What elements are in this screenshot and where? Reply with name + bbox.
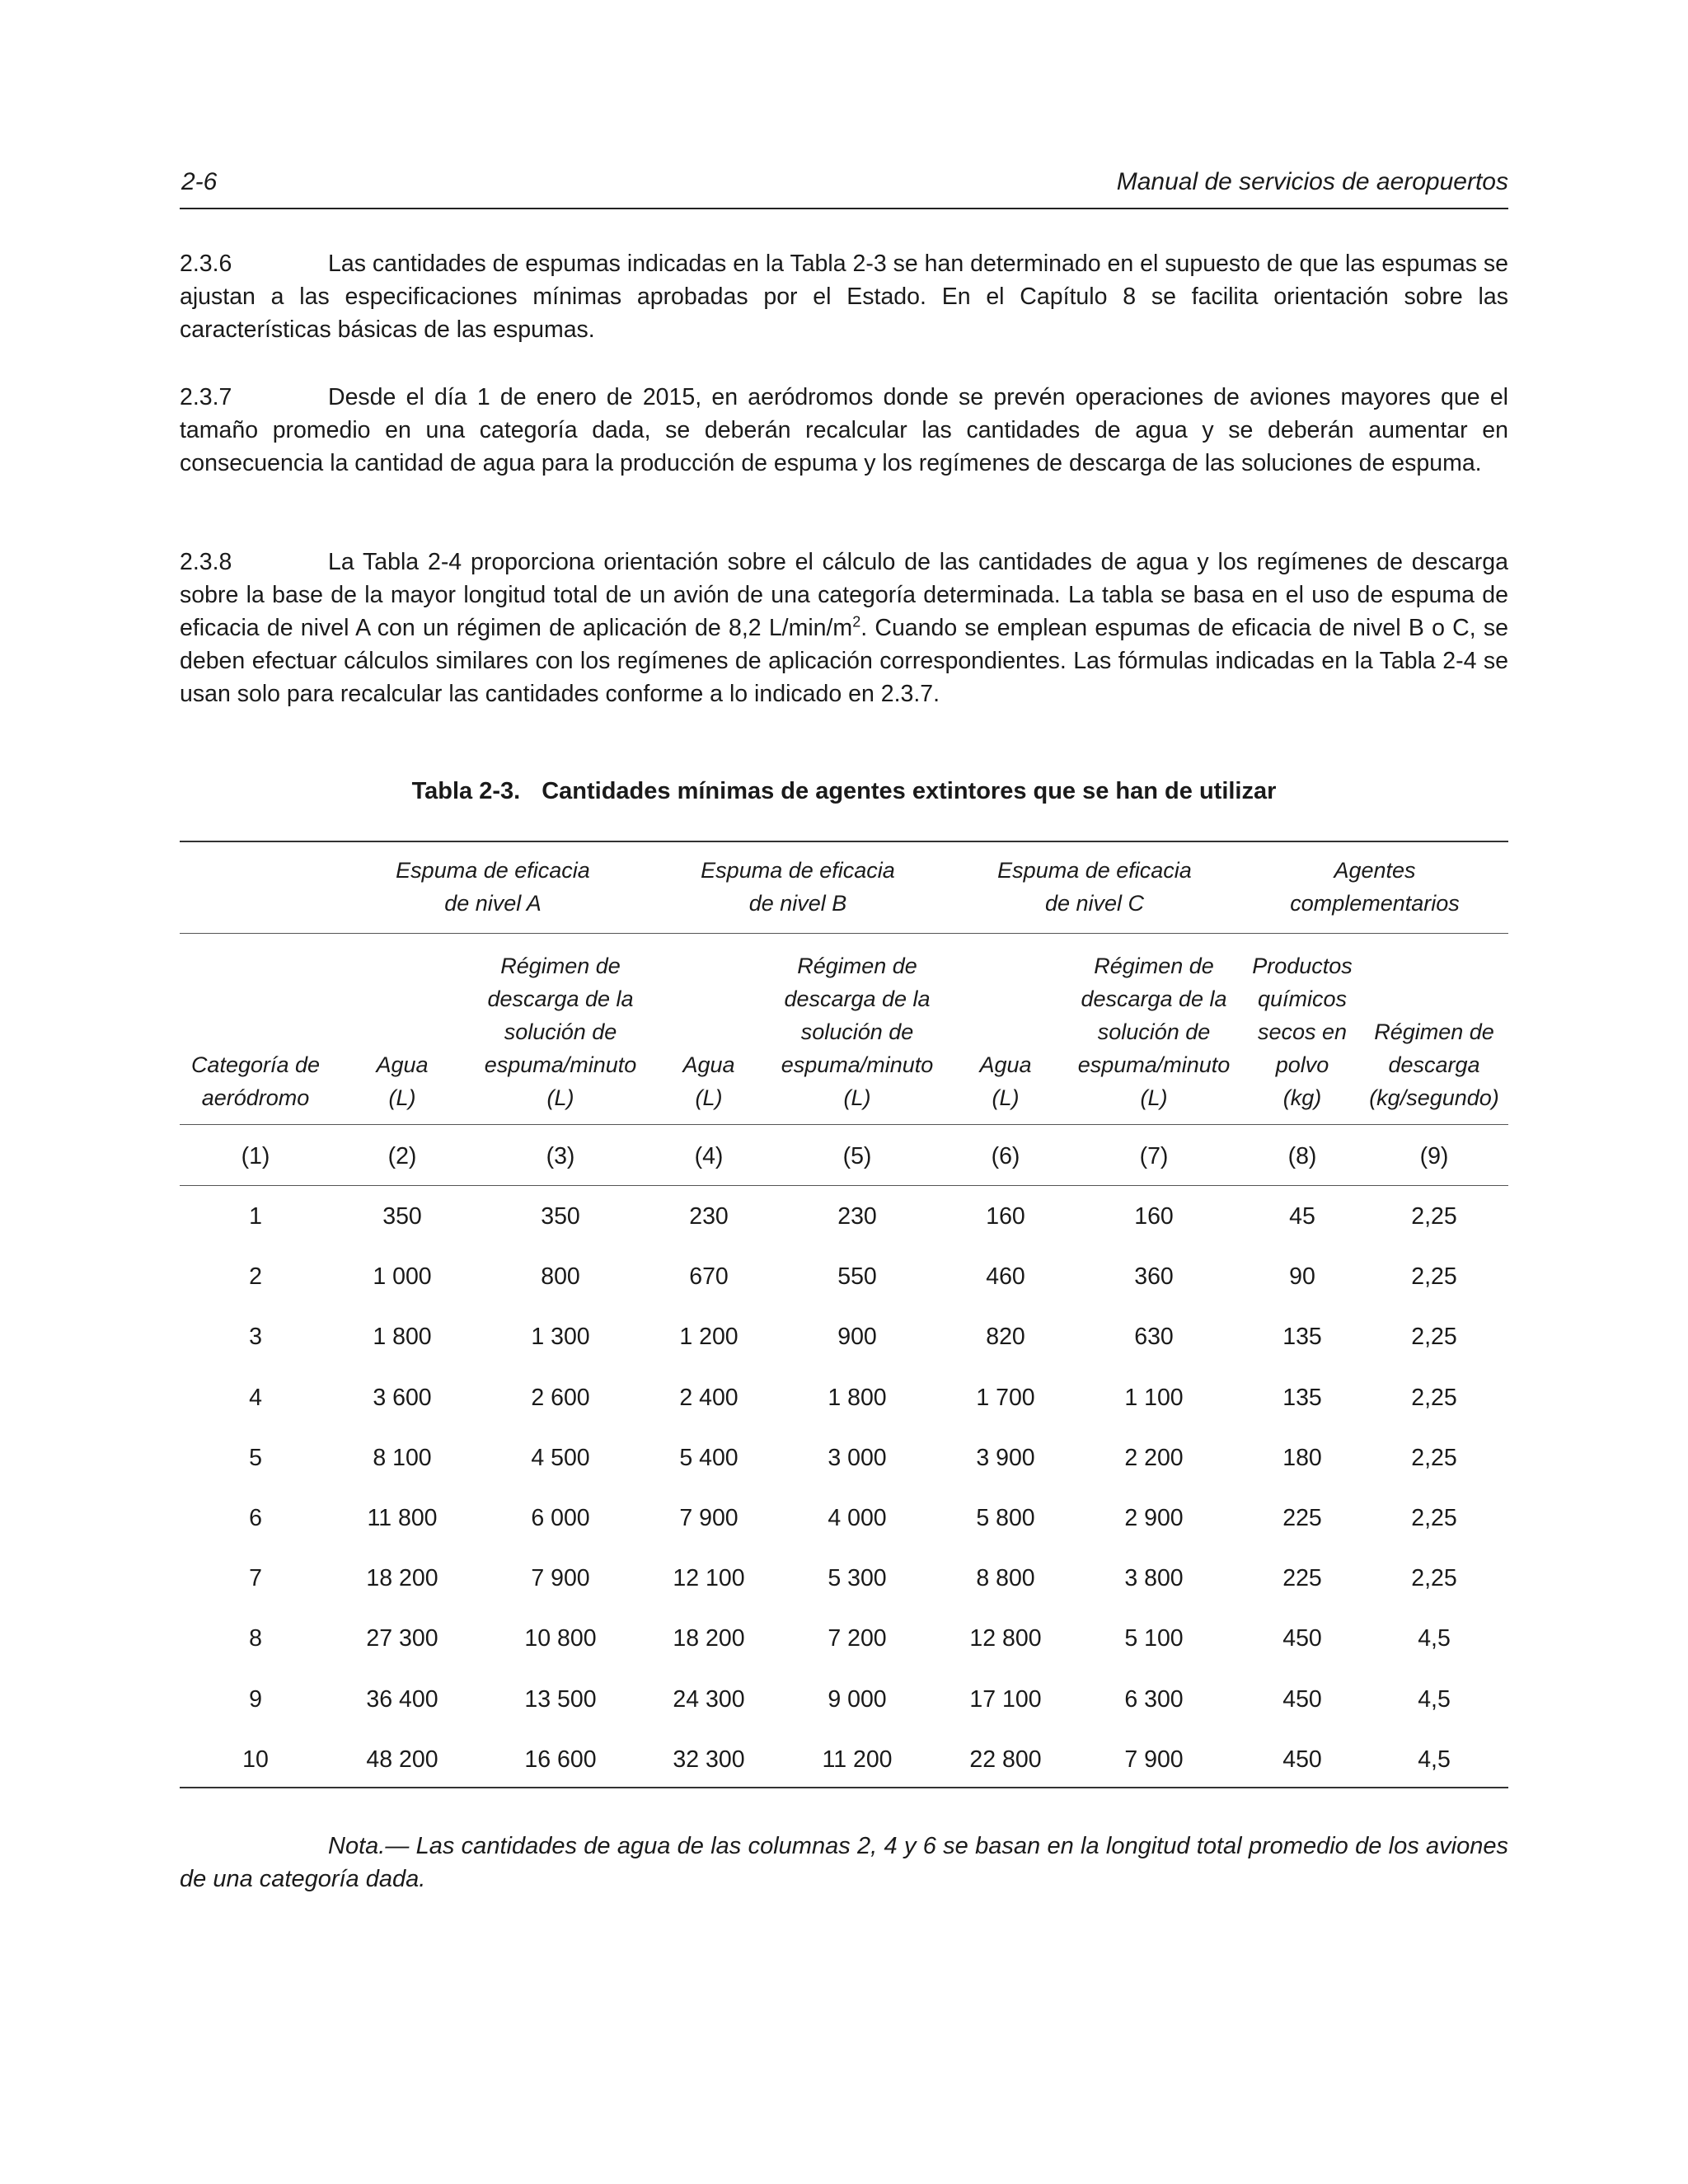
table-cell: 1 700 <box>976 1384 1035 1411</box>
table-cell: 12 800 <box>969 1625 1042 1652</box>
table-cell: 12 100 <box>673 1565 745 1592</box>
table-cell: 32 300 <box>673 1746 745 1773</box>
table-caption <box>180 778 1508 805</box>
paragraph-2-3-6 <box>180 247 1508 346</box>
table-cell: 360 <box>1134 1263 1174 1291</box>
table-cell: 6 300 <box>1124 1685 1184 1713</box>
table-cell: 4 500 <box>531 1444 590 1471</box>
column-header-line: (L) <box>388 1085 416 1110</box>
table-cell: 1 200 <box>679 1324 738 1351</box>
category-cell: 8 <box>249 1625 262 1652</box>
paragraph-text-continued: . Cuando se emplean espumas de eficacia de nivel B o C, se deben efectuar cálculos similares con los regímenes de aplicación correspondientes. Las fórmulas indicadas en la Tabla 2-4 se usan solo para recalcular las cantidades conforme a lo indicado en 2.3.7. <box>180 615 1508 707</box>
page-header <box>180 165 1508 209</box>
group-header-line: Espuma de eficacia <box>701 858 895 883</box>
table-cell: 1 800 <box>373 1324 432 1351</box>
table-cell: 2,25 <box>1411 1565 1457 1592</box>
table-cell: 550 <box>837 1263 877 1291</box>
table-cell: 16 600 <box>524 1746 597 1773</box>
column-header-line: (L) <box>992 1085 1020 1110</box>
table-cell: 22 800 <box>969 1746 1042 1773</box>
group-header-line: de nivel B <box>748 891 847 916</box>
table-cell: 2 900 <box>1124 1505 1184 1531</box>
table-cell: 900 <box>837 1324 877 1351</box>
column-number: (4) <box>694 1143 724 1169</box>
table-cell: 6 000 <box>531 1505 590 1531</box>
table-cell: 18 200 <box>673 1625 745 1652</box>
column-number: (3) <box>546 1143 575 1169</box>
table-cell: 460 <box>986 1263 1025 1291</box>
column-header-line: descarga de la <box>487 987 634 1011</box>
paragraph-number: 2.3.6 <box>180 251 232 277</box>
table-cell: 225 <box>1282 1505 1322 1531</box>
column-header-rule <box>180 1124 1508 1125</box>
column-header-line: espuma/minuto <box>484 1052 637 1077</box>
group-header-line: de nivel A <box>444 891 542 916</box>
table-cell: 4,5 <box>1418 1625 1451 1652</box>
table-cell: 160 <box>1134 1203 1174 1230</box>
page-number: 2-6 <box>181 168 218 195</box>
column-header-line: (L) <box>695 1085 723 1110</box>
table-cell: 2,25 <box>1411 1444 1457 1471</box>
table-cell: 180 <box>1282 1444 1322 1471</box>
table-top-rule <box>180 841 1508 842</box>
table-cell: 5 800 <box>976 1505 1035 1531</box>
table-cell: 160 <box>986 1203 1025 1230</box>
superscript: 2 <box>852 613 861 630</box>
table-cell: 135 <box>1282 1324 1322 1351</box>
table-cell: 10 800 <box>524 1625 597 1652</box>
column-header-line: espuma/minuto <box>781 1052 934 1077</box>
group-header-line: complementarios <box>1290 891 1460 916</box>
table-cell: 1 100 <box>1124 1384 1184 1411</box>
group-header-rule <box>180 933 1508 934</box>
table-cell: 230 <box>837 1203 877 1230</box>
table-cell: 3 900 <box>976 1444 1035 1471</box>
paragraph-text: Desde el día 1 de enero de 2015, en aeródromos donde se prevén operaciones de aviones mayores que el tamaño promedio en una categoría dada, se deberán recalcular las cantidades de agua y se deberán aumentar en consecuencia la cantidad de agua para la producción de espuma y los regímenes de descarga de las soluciones de espuma. <box>180 384 1508 476</box>
column-header-line: (L) <box>1140 1085 1168 1110</box>
table-caption-title: Cantidades mínimas de agentes extintores que se han de utilizar <box>542 778 1277 804</box>
column-header-line: (L) <box>843 1085 871 1110</box>
category-cell: 3 <box>249 1324 262 1351</box>
table-bottom-rule <box>180 1787 1508 1788</box>
column-number: (8) <box>1287 1143 1317 1169</box>
paragraph-text: La Tabla 2-4 proporciona orientación sobre el cálculo de las cantidades de agua y los regímenes de descarga sobre la base de la mayor longitud total de un avión de una categoría determinada. La tabla se basa en el uso de espuma de eficacia de nivel A con un régimen de aplicación de 8,2 L/min/m <box>180 549 1508 641</box>
column-header-line: descarga <box>1388 1052 1480 1077</box>
table-cell: 3 800 <box>1124 1565 1184 1592</box>
table-cell: 450 <box>1282 1625 1322 1652</box>
table-cell: 5 400 <box>679 1444 738 1471</box>
paragraph-number: 2.3.8 <box>180 549 232 575</box>
table-cell: 2,25 <box>1411 1505 1457 1531</box>
table-cell: 450 <box>1282 1746 1322 1773</box>
table-cell: 48 200 <box>366 1746 438 1773</box>
column-header-line: (kg) <box>1282 1085 1322 1110</box>
table-cell: 2 400 <box>679 1384 738 1411</box>
table-cell: 3 600 <box>373 1384 432 1411</box>
table-cell: 9 000 <box>828 1685 887 1713</box>
column-header-line: Régimen de <box>500 954 621 978</box>
table-cell: 24 300 <box>673 1685 745 1713</box>
column-header-line: secos en <box>1257 1019 1348 1044</box>
column-header-line: Régimen de <box>1094 954 1214 978</box>
document-title: Manual de servicios de aeropuertos <box>1116 168 1508 195</box>
table-note <box>180 1830 1508 1896</box>
column-header-line: solución de <box>800 1019 914 1044</box>
column-header-line: (kg/segundo) <box>1369 1085 1499 1110</box>
table-cell: 36 400 <box>366 1685 438 1713</box>
table-cell: 3 000 <box>828 1444 887 1471</box>
table-cell: 2,25 <box>1411 1324 1457 1351</box>
table-cell: 7 900 <box>1124 1746 1184 1773</box>
column-header-line: Agua <box>979 1052 1032 1077</box>
column-header-line: (L) <box>546 1085 574 1110</box>
column-header-line: descarga de la <box>1081 987 1227 1011</box>
column-header-line: descarga de la <box>784 987 931 1011</box>
table-cell: 820 <box>986 1324 1025 1351</box>
category-cell: 2 <box>249 1263 262 1291</box>
table-caption-number: Tabla 2-3. <box>411 778 521 804</box>
table-cell: 8 800 <box>976 1565 1035 1592</box>
table-cell: 135 <box>1282 1384 1322 1411</box>
category-cell: 7 <box>249 1565 262 1592</box>
column-header-line: Agua <box>376 1052 429 1077</box>
column-header-line: Productos <box>1252 954 1353 978</box>
table-cell: 350 <box>541 1203 580 1230</box>
column-header-line: polvo <box>1275 1052 1329 1077</box>
column-number: (9) <box>1419 1143 1449 1169</box>
column-header-line: solución de <box>504 1019 617 1044</box>
table-cell: 1 800 <box>828 1384 887 1411</box>
column-header-line: químicos <box>1257 987 1348 1011</box>
column-header-line: Agua <box>682 1052 735 1077</box>
category-cell: 5 <box>249 1444 262 1471</box>
table-cell: 350 <box>382 1203 422 1230</box>
table-cell: 4,5 <box>1418 1685 1451 1713</box>
table-cell: 2,25 <box>1411 1263 1457 1291</box>
note-text: Nota.— Las cantidades de agua de las columnas 2, 4 y 6 se basan en la longitud total promedio de los aviones de una categoría dada. <box>180 1833 1508 1892</box>
column-number: (6) <box>991 1143 1020 1169</box>
column-number: (7) <box>1139 1143 1169 1169</box>
column-header-line: Régimen de <box>1374 1019 1494 1044</box>
column-number: (1) <box>241 1143 270 1169</box>
table-cell: 7 900 <box>531 1565 590 1592</box>
table-cell: 1 300 <box>531 1324 590 1351</box>
table-cell: 5 300 <box>828 1565 887 1592</box>
table-cell: 2 600 <box>531 1384 590 1411</box>
column-number: (5) <box>842 1143 872 1169</box>
table-cell: 2,25 <box>1411 1384 1457 1411</box>
table-cell: 670 <box>689 1263 729 1291</box>
table-cell: 2,25 <box>1411 1203 1457 1230</box>
column-number: (2) <box>387 1143 417 1169</box>
column-header-line: Régimen de <box>797 954 917 978</box>
column-number-rule <box>180 1185 1508 1186</box>
table-cell: 18 200 <box>366 1565 438 1592</box>
table-cell: 450 <box>1282 1685 1322 1713</box>
group-header-line: Espuma de eficacia <box>997 858 1192 883</box>
table-cell: 5 100 <box>1124 1625 1184 1652</box>
table-cell: 90 <box>1289 1263 1315 1291</box>
table-cell: 45 <box>1289 1203 1315 1230</box>
table-cell: 230 <box>689 1203 729 1230</box>
table-cell: 11 800 <box>367 1505 438 1531</box>
category-cell: 1 <box>249 1203 262 1230</box>
paragraph-2-3-7 <box>180 381 1508 480</box>
paragraph-number: 2.3.7 <box>180 384 232 410</box>
paragraph-2-3-8 <box>180 546 1508 710</box>
table-cell: 27 300 <box>366 1625 438 1652</box>
paragraph-text: Las cantidades de espumas indicadas en la Tabla 2-3 se han determinado en el supuesto de que las espumas se ajustan a las especificaciones mínimas aprobadas por el Estado. En el Capítulo 8 se facilita orientación sobre las características básicas de las espumas. <box>180 251 1508 343</box>
group-header-line: Agentes <box>1334 858 1416 883</box>
category-cell: 9 <box>249 1685 262 1713</box>
category-cell: 10 <box>242 1746 269 1773</box>
table-cell: 2 200 <box>1124 1444 1184 1471</box>
table-cell: 1 000 <box>373 1263 432 1291</box>
table-cell: 800 <box>541 1263 580 1291</box>
group-header-line: de nivel C <box>1044 891 1145 916</box>
table-cell: 8 100 <box>373 1444 432 1471</box>
table-cell: 225 <box>1282 1565 1322 1592</box>
column-header-line: espuma/minuto <box>1077 1052 1231 1077</box>
group-header-line: Espuma de eficacia <box>396 858 590 883</box>
category-cell: 4 <box>249 1384 262 1411</box>
category-cell: 6 <box>249 1505 262 1531</box>
column-header-line: solución de <box>1097 1019 1211 1044</box>
table-cell: 11 200 <box>822 1746 893 1773</box>
column-header-line: Categoría de <box>190 1052 321 1077</box>
table-cell: 7 200 <box>828 1625 887 1652</box>
table-cell: 7 900 <box>679 1505 738 1531</box>
table-cell: 4,5 <box>1418 1746 1451 1773</box>
table-cell: 13 500 <box>524 1685 597 1713</box>
column-header-line: aeródromo <box>201 1085 310 1110</box>
table-cell: 630 <box>1134 1324 1174 1351</box>
table-cell: 17 100 <box>969 1685 1042 1713</box>
table-cell: 4 000 <box>828 1505 887 1531</box>
